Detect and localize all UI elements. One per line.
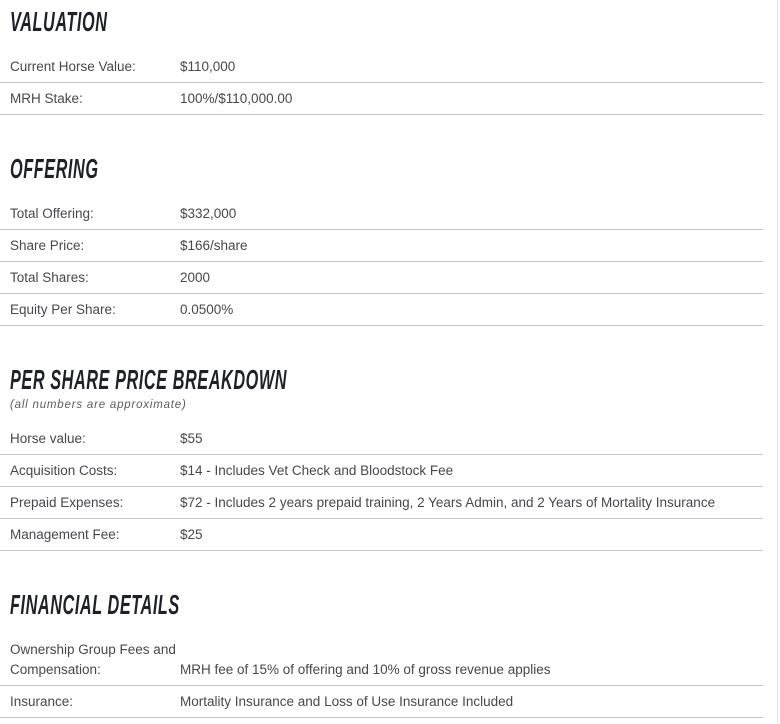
section-note-approximate: (all numbers are approximate) (10, 399, 187, 411)
row-label: Insurance: (10, 694, 74, 709)
row-label: Total Offering: (10, 206, 94, 221)
row-value: $72 - Includes 2 years prepaid training, 2 Years Admin, and 2 Years of Mortality Insurance (180, 495, 716, 510)
section-title-financial-details: FINANCIAL DETAILS (10, 589, 180, 620)
breakdown-rows (0, 423, 763, 551)
row-value: MRH fee of 15% of offering and 10% of gross revenue applies (180, 662, 551, 677)
section-title-valuation: VALUATION (10, 6, 108, 37)
row-value: $55 (180, 431, 203, 446)
row-ownership-group-fees (0, 634, 763, 686)
row-acquisition-costs (0, 455, 763, 487)
row-label: Total Shares: (10, 270, 89, 285)
row-value: $14 - Includes Vet Check and Bloodstock Fee (180, 463, 454, 478)
row-value: $166/share (180, 238, 248, 253)
row-value: 2000 (180, 270, 211, 285)
section-valuation (0, 6, 763, 115)
row-label: Management Fee: (10, 527, 120, 542)
valuation-rows (0, 51, 763, 115)
row-insurance (0, 686, 763, 718)
row-label: Horse value: (10, 431, 86, 446)
row-label: Equity Per Share: (10, 302, 116, 317)
row-total-offering (0, 198, 763, 230)
row-management-fee (0, 519, 763, 551)
row-label: Prepaid Expenses: (10, 495, 124, 510)
financial-details-rows (0, 634, 763, 718)
row-label: Share Price: (10, 238, 85, 253)
offering-rows (0, 198, 763, 326)
row-equity-per-share (0, 294, 763, 326)
section-title-offering: OFFERING (10, 153, 99, 184)
row-total-shares (0, 262, 763, 294)
row-prepaid-expenses (0, 487, 763, 519)
section-per-share-price-breakdown (0, 364, 763, 551)
row-value: $110,000 (180, 59, 236, 74)
section-financial-details (0, 589, 763, 718)
row-current-horse-value (0, 51, 763, 83)
row-label: Acquisition Costs: (10, 463, 118, 478)
row-horse-value (0, 423, 763, 455)
row-mrh-stake (0, 83, 763, 115)
row-share-price (0, 230, 763, 262)
row-label: Current Horse Value: (10, 59, 136, 74)
row-label: MRH Stake: (10, 91, 83, 106)
row-value: 100%/$110,000.00 (180, 91, 293, 106)
row-label: Ownership Group Fees and Compensation: (10, 642, 176, 677)
section-title-per-share-price-breakdown: PER SHARE PRICE BREAKDOWN (10, 364, 288, 395)
page-right-border (777, 0, 778, 724)
row-value: Mortality Insurance and Loss of Use Insurance Included (180, 694, 514, 709)
row-value: 0.0500% (180, 302, 234, 317)
section-offering (0, 153, 763, 326)
row-value: $332,000 (180, 206, 237, 221)
row-value: $25 (180, 527, 203, 542)
